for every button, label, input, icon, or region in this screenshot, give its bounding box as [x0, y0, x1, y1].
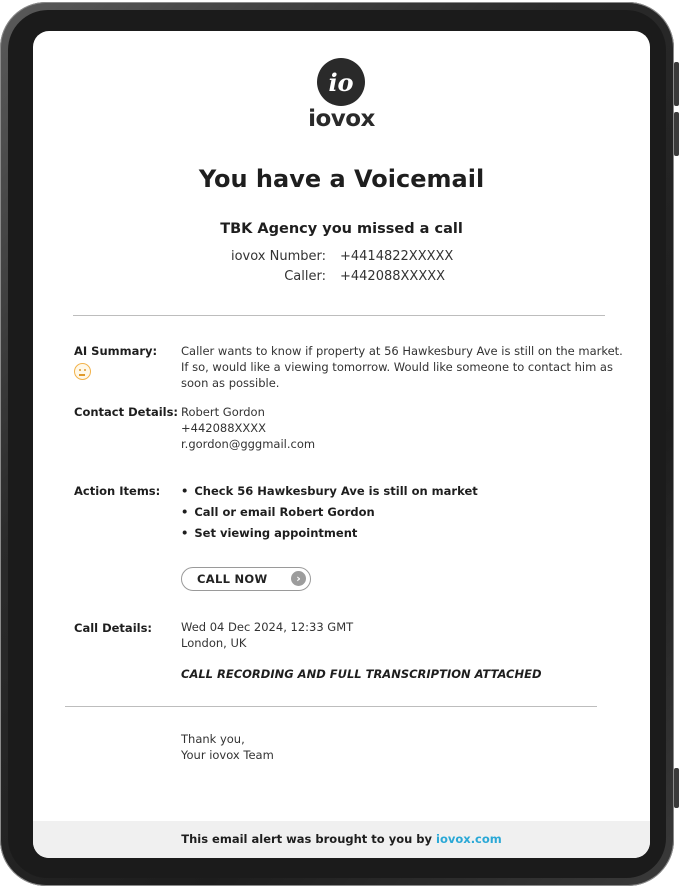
contact-details-label: Contact Details: [74, 405, 179, 419]
ai-summary-line: soon as possible. [181, 376, 280, 390]
signoff [181, 731, 274, 763]
contact-name: Robert Gordon [181, 405, 265, 419]
footer-text: This email alert was brought to you by [181, 832, 437, 846]
action-item: • Check 56 Hawkesbury Ave is still on market [181, 484, 478, 498]
divider-top [73, 315, 605, 316]
call-details-label: Call Details: [74, 621, 153, 635]
side-button [674, 768, 679, 808]
iovox-logo-mark [317, 58, 365, 106]
email-screen [33, 31, 650, 858]
volume-up-button [674, 62, 679, 106]
contact-details [181, 404, 315, 452]
volume-down-button [674, 112, 679, 156]
email-footer [33, 821, 650, 858]
action-items-label: Action Items: [74, 484, 161, 498]
footer-link[interactable]: iovox.com [436, 832, 502, 846]
action-item: • Set viewing appointment [181, 526, 357, 540]
contact-email: r.gordon@gggmail.com [181, 437, 316, 451]
iovox-number-label: iovox Number: [230, 249, 326, 264]
divider-bottom [65, 706, 597, 707]
call-now-button[interactable] [181, 567, 311, 591]
action-item: • Call or email Robert Gordon [181, 505, 375, 519]
iovox-logo-text: iovox [308, 106, 375, 132]
call-location: London, UK [181, 636, 247, 650]
page-title: You have a Voicemail [198, 165, 485, 193]
chevron-right-icon: › [291, 571, 306, 586]
caller-label: Caller: [284, 269, 326, 284]
neutral-face-icon [74, 363, 91, 380]
missed-call-subtitle: TBK Agency you missed a call [220, 221, 463, 237]
attachment-note: CALL RECORDING AND FULL TRANSCRIPTION ATTACHED [181, 667, 542, 681]
iovox-number-value: +4414822XXXXX [340, 249, 454, 264]
signoff-line: Thank you, [181, 732, 245, 746]
call-details [181, 619, 353, 651]
call-datetime: Wed 04 Dec 2024, 12:33 GMT [181, 620, 354, 634]
signoff-line: Your iovox Team [181, 748, 274, 762]
caller-value: +442088XXXXX [340, 269, 446, 284]
ai-summary-label: AI Summary: [74, 344, 158, 358]
contact-phone: +442088XXXX [181, 421, 267, 435]
call-now-label: CALL NOW [197, 572, 268, 586]
ai-summary-line: Caller wants to know if property at 56 Hawkesbury Ave is still on the market. [181, 344, 623, 358]
ai-summary-text [181, 343, 623, 391]
ai-summary-line: If so, would like a viewing tomorrow. Would like someone to contact him as [181, 360, 613, 374]
logo-mark-text: io [328, 67, 354, 97]
